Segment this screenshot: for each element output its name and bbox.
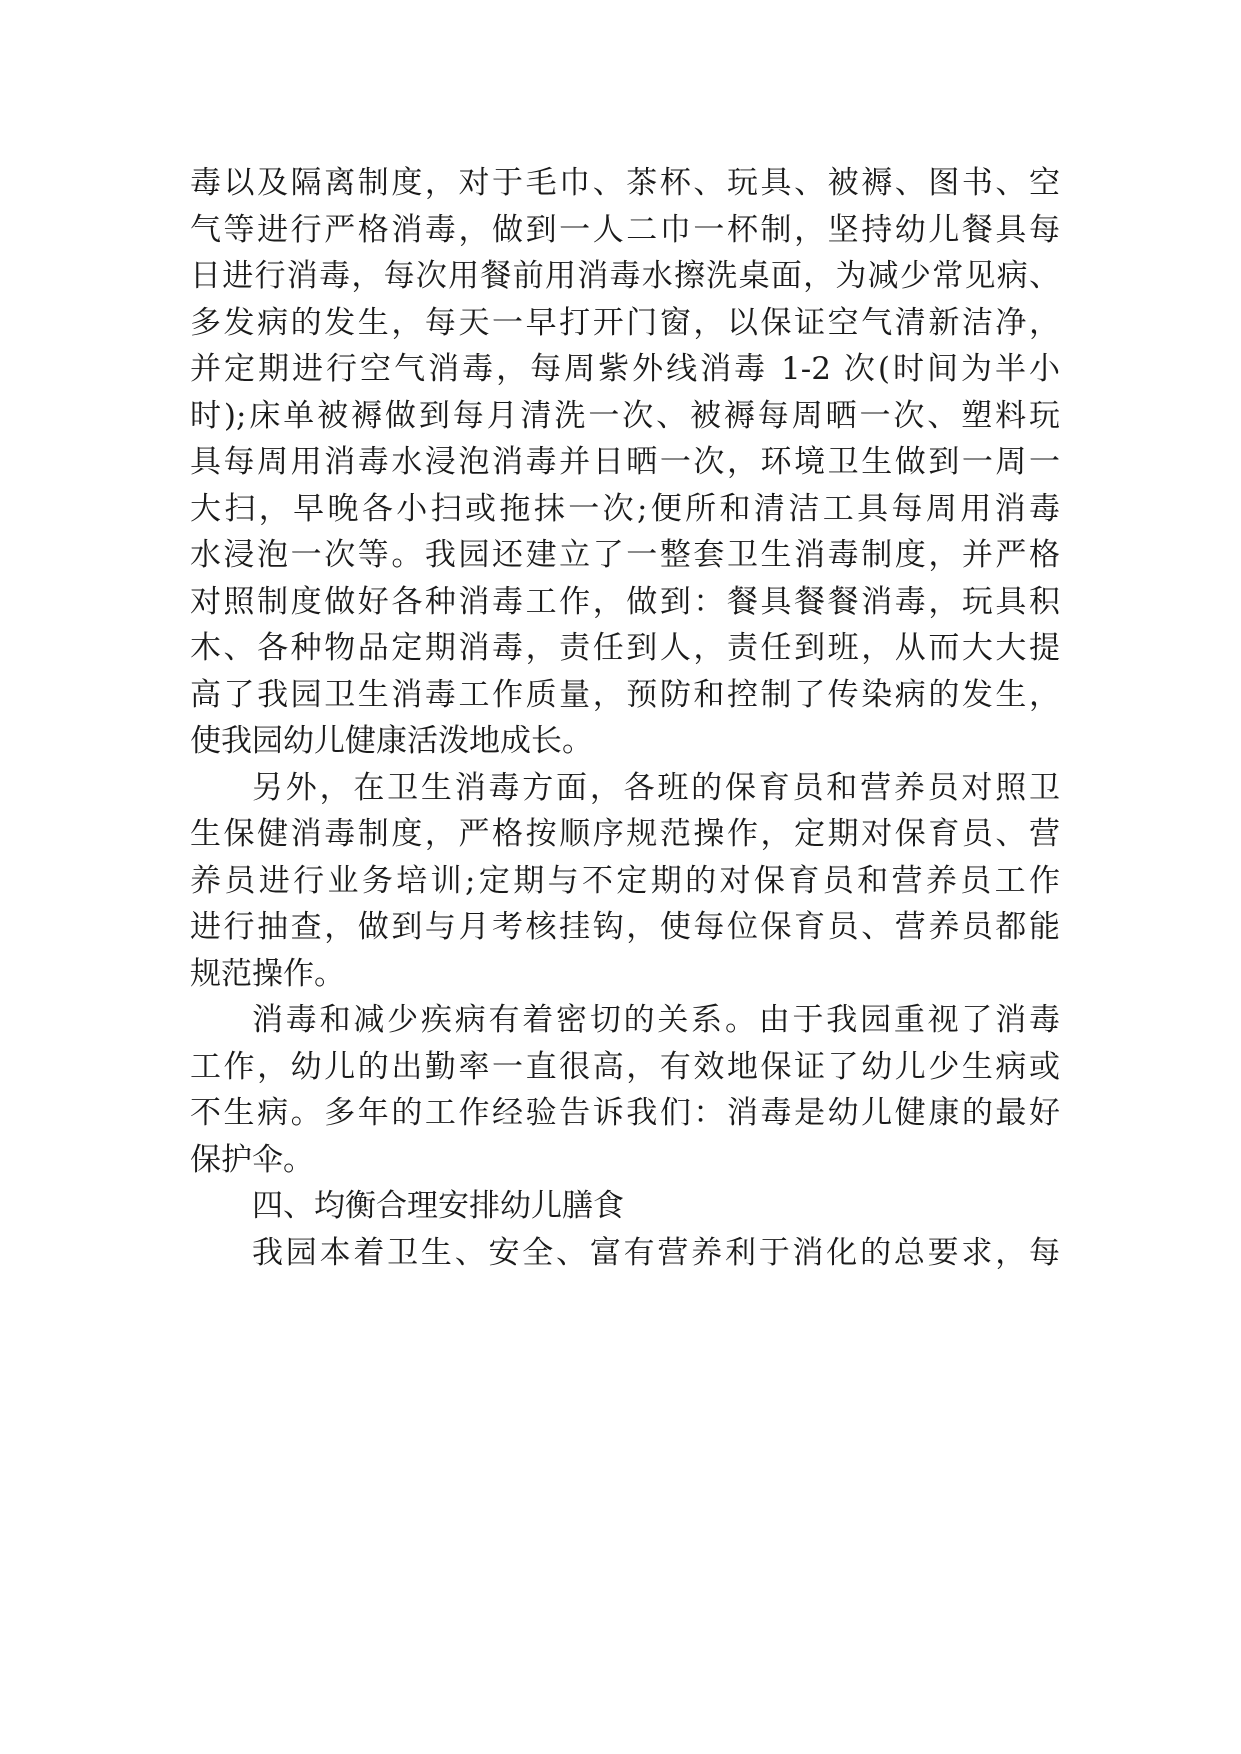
text-line: 四、均衡合理安排幼儿膳食 xyxy=(252,1188,624,1224)
text-line: 养员进行业务培训;定期与不定期的对保育员和营养员工作 xyxy=(190,862,1060,899)
text-line: 日进行消毒，每次用餐前用消毒水擦洗桌面，为减少常见病、 xyxy=(190,258,1060,294)
paragraph xyxy=(190,765,1060,998)
section-heading xyxy=(190,1183,1060,1230)
text-line: 生保健消毒制度，严格按顺序规范操作，定期对保育员、营 xyxy=(190,816,1060,852)
text-line: 高了我园卫生消毒工作质量，预防和控制了传染病的发生， xyxy=(190,676,1060,713)
text-line: 消毒和减少疾病有着密切的关系。由于我园重视了消毒 xyxy=(252,1002,1060,1038)
text-line: 气等进行严格消毒，做到一人二巾一杯制，坚持幼儿餐具每 xyxy=(190,211,1060,248)
paragraph xyxy=(190,160,1060,765)
text-line: 使我园幼儿健康活泼地成长。 xyxy=(190,723,593,759)
text-line: 具每周用消毒水浸泡消毒并日晒一次，环境卫生做到一周一 xyxy=(190,444,1060,480)
text-line: 不生病。多年的工作经验告诉我们：消毒是幼儿健康的最好 xyxy=(190,1095,1060,1131)
text-line: 保护伞。 xyxy=(190,1141,314,1178)
text-line: 并定期进行空气消毒，每周紫外线消毒 1-2 次(时间为半小 xyxy=(190,351,1060,387)
text-line: 另外，在卫生消毒方面，各班的保育员和营养员对照卫 xyxy=(252,769,1060,806)
text-line: 我园本着卫生、安全、富有营养利于消化的总要求，每 xyxy=(252,1234,1060,1271)
paragraph xyxy=(190,997,1060,1183)
text-line: 规范操作。 xyxy=(190,955,345,992)
text-line: 水浸泡一次等。我园还建立了一整套卫生消毒制度，并严格 xyxy=(190,537,1060,573)
text-line: 工作，幼儿的出勤率一直很高，有效地保证了幼儿少生病或 xyxy=(190,1048,1060,1085)
paragraph xyxy=(190,1230,1060,1277)
text-line: 时);床单被褥做到每月清洗一次、被褥每周晒一次、塑料玩 xyxy=(190,397,1060,434)
document-body xyxy=(190,160,1060,1276)
text-line: 对照制度做好各种消毒工作，做到：餐具餐餐消毒，玩具积 xyxy=(190,583,1060,620)
text-line: 木、各种物品定期消毒，责任到人，责任到班，从而大大提 xyxy=(190,630,1060,666)
text-line: 毒以及隔离制度，对于毛巾、茶杯、玩具、被褥、图书、空 xyxy=(190,165,1060,201)
text-line: 大扫，早晚各小扫或拖抹一次;便所和清洁工具每周用消毒 xyxy=(190,490,1060,527)
text-line: 多发病的发生，每天一早打开门窗，以保证空气清新洁净， xyxy=(190,304,1060,341)
text-line: 进行抽查，做到与月考核挂钩，使每位保育员、营养员都能 xyxy=(190,909,1060,945)
